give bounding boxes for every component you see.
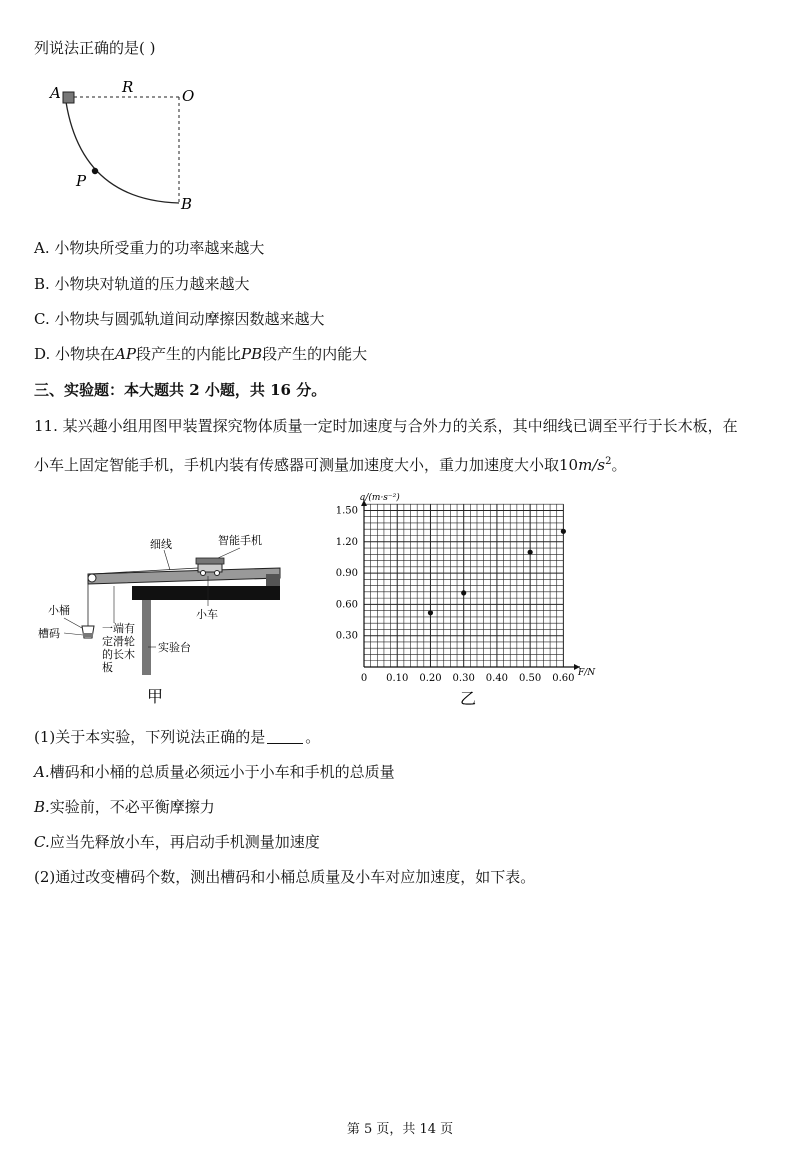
opt-a-text: 槽码和小桶的总质量必须远小于小车和手机的总质量 <box>49 763 395 781</box>
q11-line2-pre: 小车上固定智能手机，手机内装有传感器可测量加速度大小，重力加速度大小取 <box>34 456 560 474</box>
option-d-pre: D. 小物块在 <box>34 345 116 363</box>
g-unit: m/s <box>578 456 606 474</box>
point-p <box>92 168 98 174</box>
label-o: O <box>182 87 195 105</box>
label-board-4: 板 <box>102 661 113 674</box>
opt-b-letter: B. <box>34 798 50 816</box>
label-phone: 智能手机 <box>218 534 262 547</box>
label-weights: 槽码 <box>38 627 60 640</box>
a-f-graph <box>320 488 610 708</box>
block <box>63 92 74 103</box>
label-board-3: 的长木 <box>102 648 135 661</box>
q11-sub1 <box>34 727 320 747</box>
q10-option-a: A. 小物块所受重力的功率越来越大 <box>34 239 265 257</box>
option-d-ap: AP <box>115 345 136 363</box>
pulley <box>88 574 96 582</box>
sub1-post: 。 <box>305 728 321 746</box>
q11-line2 <box>34 452 626 475</box>
answer-blank <box>267 729 303 744</box>
caption-jia: 甲 <box>147 687 164 706</box>
label-cart: 小车 <box>196 608 218 621</box>
option-d-mid: 段产生的内能比 <box>135 345 241 363</box>
opt-b-text: 实验前，不必平衡摩擦力 <box>49 798 215 816</box>
q10-track-figure <box>40 78 210 218</box>
g-exp: 2 <box>605 456 612 467</box>
q11-sub2: (2)通过改变槽码个数，测出槽码和小桶总质量及小车对应加速度，如下表。 <box>34 868 536 886</box>
y-tick-label: 1.50 <box>335 505 358 517</box>
label-a: A <box>50 84 61 102</box>
option-d-pb: PB <box>240 345 263 363</box>
x-tick-label: 0.10 <box>386 673 409 684</box>
table-leg <box>142 600 151 675</box>
apparatus-figure <box>38 520 290 710</box>
q10-stem-tail: 列说法正确的是( ) <box>34 39 156 57</box>
data-point <box>461 590 466 595</box>
x-tick-label: 0 <box>360 673 368 684</box>
section-title: 三、实验题：本大题共 2 小题，共 16 分。 <box>34 381 327 399</box>
x-tick-label: 0.30 <box>452 673 475 684</box>
y-tick-label: 0.60 <box>335 599 358 611</box>
sub1-pre: (1)关于本实验，下列说法正确的是 <box>34 728 266 746</box>
data-point <box>561 529 566 534</box>
label-string: 细线 <box>150 538 172 551</box>
q10-option-d <box>34 344 367 364</box>
label-p: P <box>76 172 87 190</box>
q11-option-a <box>34 762 395 782</box>
q11-option-b <box>34 797 215 817</box>
opt-c-text: 应当先释放小车，再启动手机测量加速度 <box>49 833 320 851</box>
label-board-1: 一端有 <box>102 622 135 635</box>
label-r: R <box>122 78 134 96</box>
label-board-2: 定滑轮 <box>102 635 135 648</box>
q11-option-c <box>34 832 320 852</box>
y-tick-label: 1.20 <box>335 536 358 548</box>
opt-c-letter: C. <box>34 833 50 851</box>
phone <box>196 558 224 564</box>
data-point <box>528 550 533 555</box>
option-d-post: 段产生的内能大 <box>262 345 368 363</box>
label-bucket: 小桶 <box>48 604 70 617</box>
table-top <box>132 586 280 600</box>
y-tick-label: 0.90 <box>335 568 358 580</box>
x-tick-label: 0.20 <box>419 673 442 684</box>
x-tick-label: 0.50 <box>519 673 542 684</box>
board-support <box>266 574 280 586</box>
caption-yi: 乙 <box>460 689 477 708</box>
data-point <box>428 610 433 615</box>
long-board <box>88 568 280 584</box>
page-footer: 第 5 页，共 14 页 <box>346 1122 454 1137</box>
opt-a-letter: A. <box>34 763 50 781</box>
x-tick-label: 0.60 <box>552 673 575 684</box>
q10-option-c: C. 小物块与圆弧轨道间动摩擦因数越来越大 <box>34 310 325 328</box>
g-value: 10 <box>559 456 579 474</box>
q11-line2-post: 。 <box>611 456 627 474</box>
q11-line1: 11. 某兴趣小组用图甲装置探究物体质量一定时加速度与合外力的关系，其中细线已调至平行于长木板，在 <box>34 417 738 435</box>
y-tick-label: 0.30 <box>335 630 358 642</box>
x-axis-label: F/N <box>578 668 596 678</box>
label-table: 实验台 <box>158 641 191 654</box>
y-axis-label: a/(m·s⁻²) <box>360 493 400 503</box>
label-b: B <box>181 195 193 213</box>
x-tick-label: 0.40 <box>485 673 509 684</box>
q10-option-b: B. 小物块对轨道的压力越来越大 <box>34 275 250 293</box>
